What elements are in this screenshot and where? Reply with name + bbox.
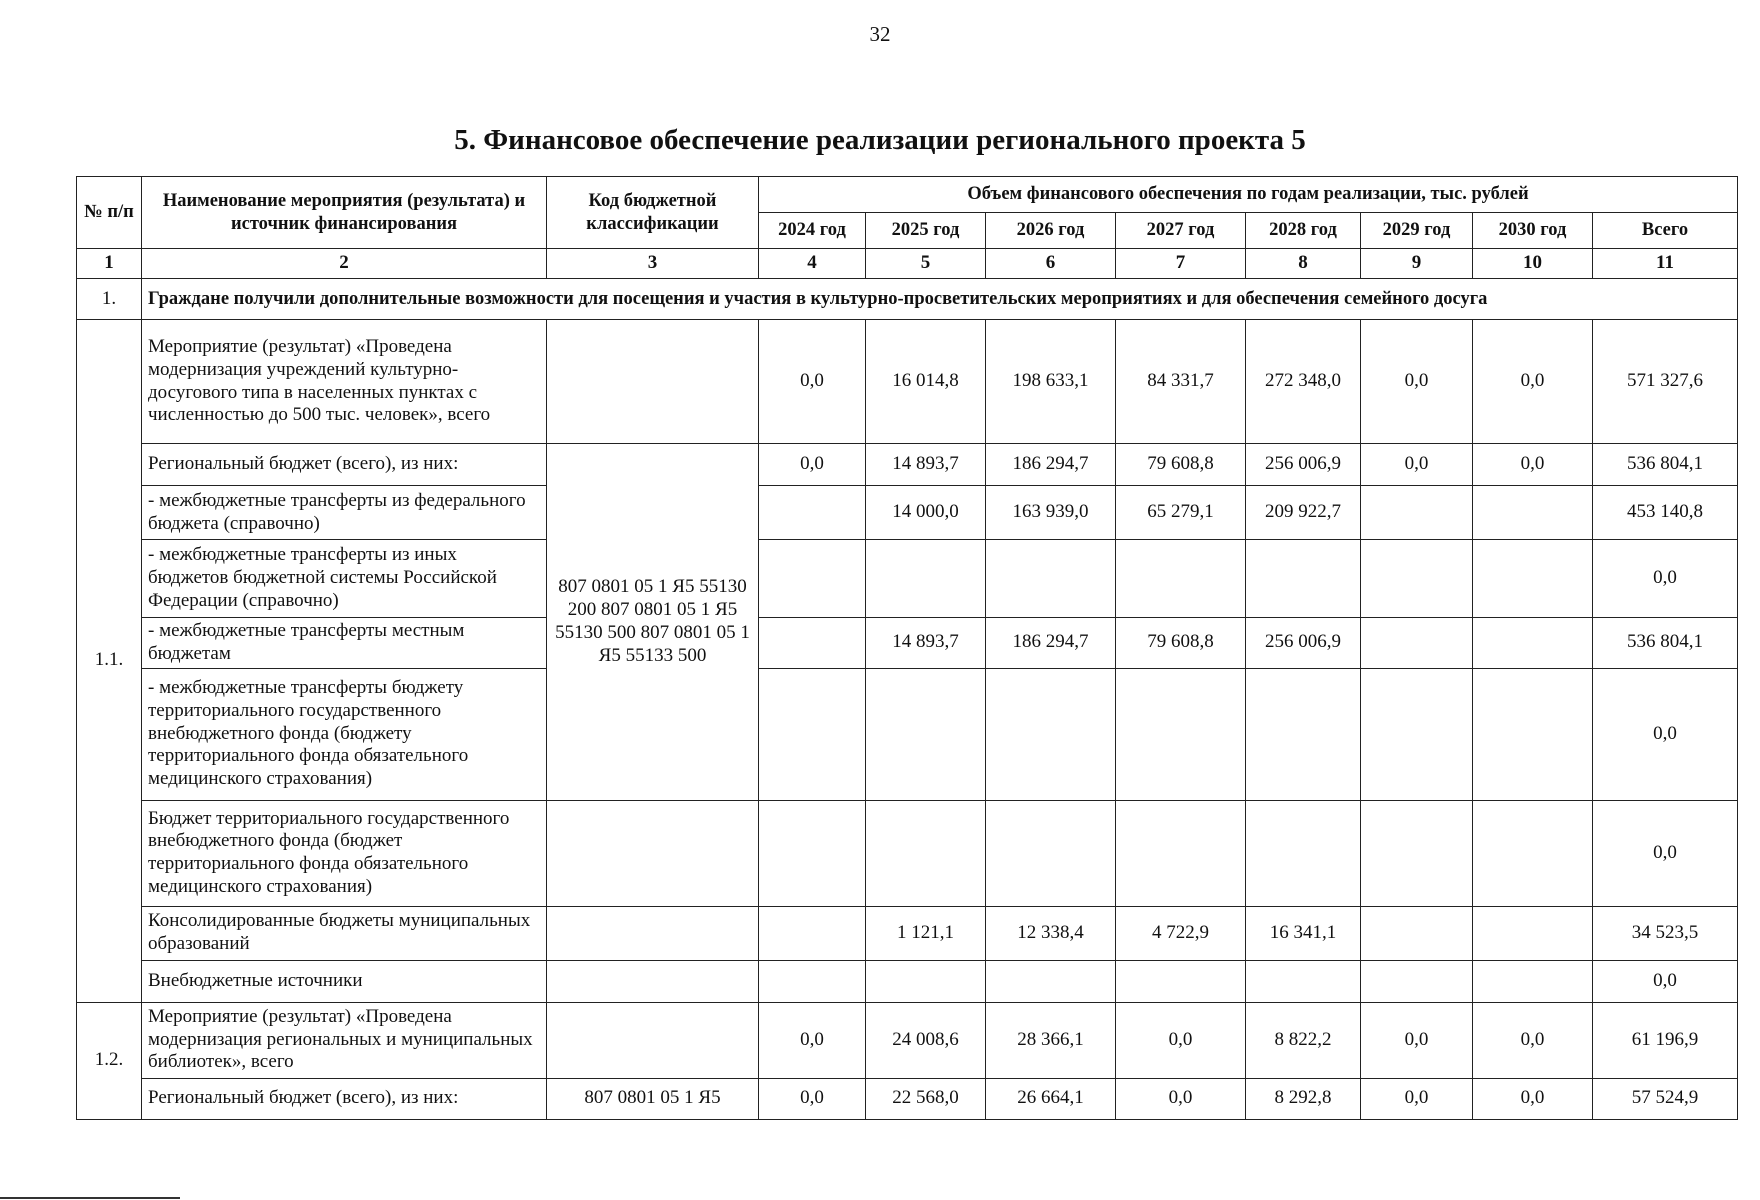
value-cell (1116, 800, 1246, 906)
table-row (77, 668, 1738, 800)
value-cell: 0,0 (759, 444, 866, 486)
value-cell (866, 668, 986, 800)
value-cell: 22 568,0 (866, 1078, 986, 1119)
value-cell: 272 348,0 (1246, 320, 1361, 444)
value-cell (1473, 486, 1593, 540)
column-index: 8 (1246, 249, 1361, 279)
value-cell: 0,0 (1473, 444, 1593, 486)
value-cell (986, 800, 1116, 906)
table-row (77, 540, 1738, 618)
value-cell (1361, 668, 1473, 800)
row-code (547, 320, 759, 444)
table-row (77, 800, 1738, 906)
budget-code: 807 0801 05 1 Я5 55130 200 807 0801 05 1 Я5 55130 500 807 0801 05 1 Я5 55133 500 (547, 444, 759, 801)
row-name: Региональный бюджет (всего), из них: (142, 1078, 547, 1119)
row-name: - межбюджетные трансферты из иных бюджетов бюджетной системы Российской Федерации (справочно) (142, 540, 547, 618)
column-index: 4 (759, 249, 866, 279)
column-index: 10 (1473, 249, 1593, 279)
value-cell (1246, 800, 1361, 906)
value-cell (986, 668, 1116, 800)
value-cell (759, 906, 866, 960)
value-cell (1473, 668, 1593, 800)
value-cell: 163 939,0 (986, 486, 1116, 540)
value-cell: 571 327,6 (1593, 320, 1738, 444)
value-cell: 0,0 (1361, 444, 1473, 486)
value-cell: 14 000,0 (866, 486, 986, 540)
table-row (77, 1002, 1738, 1078)
value-cell: 0,0 (759, 1078, 866, 1119)
row-code (547, 906, 759, 960)
row-name: Консолидированные бюджеты муниципальных образований (142, 906, 547, 960)
value-cell: 12 338,4 (986, 906, 1116, 960)
column-index: 7 (1116, 249, 1246, 279)
value-cell: 1 121,1 (866, 906, 986, 960)
value-cell: 79 608,8 (1116, 444, 1246, 486)
row-name: Региональный бюджет (всего), из них: (142, 444, 547, 486)
value-cell (866, 800, 986, 906)
value-cell: 209 922,7 (1246, 486, 1361, 540)
value-cell: 256 006,9 (1246, 618, 1361, 669)
value-cell: 24 008,6 (866, 1002, 986, 1078)
table-row (77, 906, 1738, 960)
value-cell: 8 822,2 (1246, 1002, 1361, 1078)
value-cell (1361, 906, 1473, 960)
value-cell: 16 014,8 (866, 320, 986, 444)
value-cell: 0,0 (759, 1002, 866, 1078)
page-number: 32 (869, 22, 891, 46)
col-header-total: Всего (1593, 213, 1738, 249)
value-cell (866, 540, 986, 618)
value-cell (1473, 540, 1593, 618)
value-cell: 16 341,1 (1246, 906, 1361, 960)
value-cell: 84 331,7 (1116, 320, 1246, 444)
table-row (77, 486, 1738, 540)
value-cell (1116, 668, 1246, 800)
table-row (77, 444, 1738, 486)
financing-table (76, 176, 1738, 1120)
section-title: Граждане получили дополнительные возможности для посещения и участия в культурно-просветительских мероприятиях и для обеспечения семейного досуга (142, 279, 1738, 320)
value-cell (986, 540, 1116, 618)
value-cell: 0,0 (1593, 800, 1738, 906)
col-header-year: 2025 год (866, 213, 986, 249)
value-cell (759, 486, 866, 540)
table-row (77, 618, 1738, 669)
row-number: 1.1. (77, 320, 142, 1003)
table-row (77, 1078, 1738, 1119)
row-name: Внебюджетные источники (142, 960, 547, 1002)
value-cell: 4 722,9 (1116, 906, 1246, 960)
row-name: - межбюджетные трансферты местным бюджетам (142, 618, 547, 669)
value-cell: 198 633,1 (986, 320, 1116, 444)
column-index: 3 (547, 249, 759, 279)
col-header-year: 2029 год (1361, 213, 1473, 249)
section-row (77, 279, 1738, 320)
col-header-year: 2028 год (1246, 213, 1361, 249)
value-cell: 34 523,5 (1593, 906, 1738, 960)
value-cell (866, 960, 986, 1002)
value-cell: 8 292,8 (1246, 1078, 1361, 1119)
value-cell: 453 140,8 (1593, 486, 1738, 540)
value-cell: 0,0 (1473, 1002, 1593, 1078)
column-index: 2 (142, 249, 547, 279)
value-cell: 57 524,9 (1593, 1078, 1738, 1119)
col-header-num: № п/п (77, 177, 142, 249)
value-cell: 0,0 (1473, 1078, 1593, 1119)
col-header-name: Наименование мероприятия (результата) и источник финансирования (142, 177, 547, 249)
value-cell: 0,0 (1361, 320, 1473, 444)
value-cell: 0,0 (1116, 1078, 1246, 1119)
value-cell: 0,0 (759, 320, 866, 444)
value-cell: 0,0 (1593, 540, 1738, 618)
value-cell: 186 294,7 (986, 444, 1116, 486)
value-cell (1361, 486, 1473, 540)
row-code (547, 960, 759, 1002)
value-cell: 186 294,7 (986, 618, 1116, 669)
section-number: 1. (77, 279, 142, 320)
row-code: 807 0801 05 1 Я5 (547, 1078, 759, 1119)
value-cell (986, 960, 1116, 1002)
value-cell (1246, 540, 1361, 618)
col-header-year: 2027 год (1116, 213, 1246, 249)
value-cell: 26 664,1 (986, 1078, 1116, 1119)
row-name: - межбюджетные трансферты бюджету территориального государственного внебюджетного фонда (бюджету территориального фонда обязательного медицинского страхования) (142, 668, 547, 800)
value-cell (1473, 800, 1593, 906)
value-cell (759, 960, 866, 1002)
value-cell: 0,0 (1361, 1078, 1473, 1119)
row-number: 1.2. (77, 1002, 142, 1119)
col-header-code: Код бюджетной классификации (547, 177, 759, 249)
value-cell: 65 279,1 (1116, 486, 1246, 540)
value-cell: 0,0 (1593, 960, 1738, 1002)
value-cell: 0,0 (1593, 668, 1738, 800)
value-cell (759, 668, 866, 800)
value-cell: 79 608,8 (1116, 618, 1246, 669)
row-name: Мероприятие (результат) «Проведена модернизация учреждений культурно-досугового типа в населенных пунктах с численностью до 500 тыс. человек», всего (142, 320, 547, 444)
value-cell: 14 893,7 (866, 618, 986, 669)
column-index: 5 (866, 249, 986, 279)
col-header-year: 2024 год (759, 213, 866, 249)
value-cell (1473, 960, 1593, 1002)
column-index: 6 (986, 249, 1116, 279)
value-cell (1473, 618, 1593, 669)
value-cell (1361, 960, 1473, 1002)
column-index-row (77, 249, 1738, 279)
column-index: 11 (1593, 249, 1738, 279)
value-cell (1246, 668, 1361, 800)
value-cell (1116, 960, 1246, 1002)
value-cell: 14 893,7 (866, 444, 986, 486)
col-header-year: 2026 год (986, 213, 1116, 249)
table-row (77, 960, 1738, 1002)
value-cell (1246, 960, 1361, 1002)
value-cell: 256 006,9 (1246, 444, 1361, 486)
column-index: 1 (77, 249, 142, 279)
row-code (547, 1002, 759, 1078)
column-index: 9 (1361, 249, 1473, 279)
value-cell (1361, 800, 1473, 906)
row-code (547, 800, 759, 906)
value-cell (1361, 540, 1473, 618)
value-cell (759, 540, 866, 618)
col-header-year: 2030 год (1473, 213, 1593, 249)
col-header-volume: Объем финансового обеспечения по годам реализации, тыс. рублей (759, 177, 1738, 213)
value-cell (1361, 618, 1473, 669)
header-row (77, 177, 1738, 213)
value-cell: 61 196,9 (1593, 1002, 1738, 1078)
value-cell (1473, 906, 1593, 960)
value-cell: 0,0 (1473, 320, 1593, 444)
value-cell: 28 366,1 (986, 1002, 1116, 1078)
footnote-rule (0, 1197, 180, 1199)
value-cell: 0,0 (1361, 1002, 1473, 1078)
value-cell (759, 800, 866, 906)
value-cell: 536 804,1 (1593, 618, 1738, 669)
row-name: Бюджет территориального государственного внебюджетного фонда (бюджет территориального фонда обязательного медицинского страхования) (142, 800, 547, 906)
value-cell (1116, 540, 1246, 618)
value-cell: 536 804,1 (1593, 444, 1738, 486)
value-cell (759, 618, 866, 669)
page-title: 5. Финансовое обеспечение реализации регионального проекта 5 (454, 124, 1306, 156)
table-row (77, 320, 1738, 444)
value-cell: 0,0 (1116, 1002, 1246, 1078)
row-name: - межбюджетные трансферты из федерального бюджета (справочно) (142, 486, 547, 540)
row-name: Мероприятие (результат) «Проведена модернизация региональных и муниципальных библиотек», всего (142, 1002, 547, 1078)
